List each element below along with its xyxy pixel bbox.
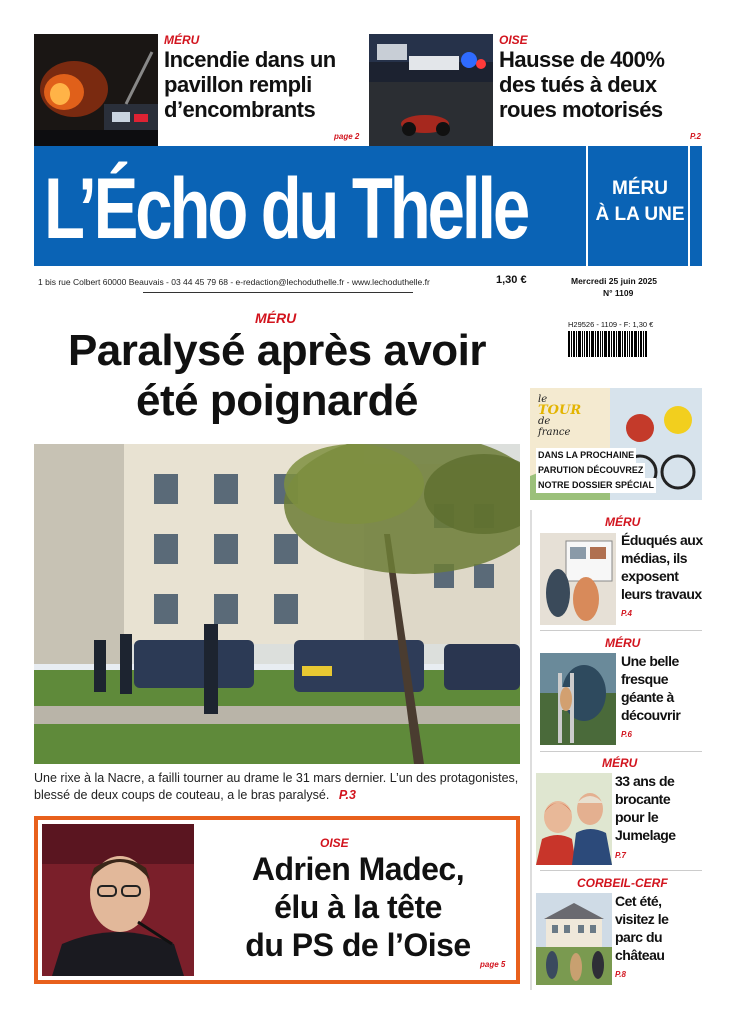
- sidebar-divider: [540, 630, 702, 631]
- sidebar-2-page-ref: P.6: [621, 730, 632, 739]
- headline-line: Cet été,: [615, 893, 662, 909]
- headline-line: du PS de l’Oise: [245, 927, 471, 963]
- brand-line: MÉRU: [612, 178, 668, 199]
- teaser-2-page-ref: P.2: [690, 132, 701, 141]
- headline-line: fresque: [621, 671, 669, 687]
- feature-box[interactable]: [34, 816, 520, 984]
- headline-line: Paralysé après avoir: [67, 326, 487, 375]
- headline-line: leurs travaux: [621, 586, 702, 602]
- info-underline: [143, 292, 413, 293]
- masthead-divider: [586, 146, 588, 266]
- headline-line: pavillon rempli: [164, 72, 312, 97]
- sidebar-2-kicker: MÉRU: [605, 636, 641, 650]
- headline-line: des tués à deux: [499, 72, 657, 97]
- headline-line: parc du: [615, 929, 663, 945]
- lead-photo: [34, 444, 520, 764]
- barcode-text: H29526 - 1109 - F: 1,30 €: [568, 320, 654, 329]
- headline-line: élu à la tête: [274, 889, 442, 925]
- sidebar-1-headline[interactable]: [621, 531, 703, 603]
- sidebar-1-page-ref: P.4: [621, 609, 632, 618]
- headline-line: découvrir: [621, 707, 681, 723]
- barcode: [568, 331, 676, 357]
- tour-ad-line: NOTRE DOSSIER SPÉCIAL: [536, 478, 656, 493]
- sidebar-3-headline[interactable]: [615, 772, 676, 844]
- sidebar-4-headline[interactable]: [615, 892, 668, 964]
- headline-line: visitez le: [615, 911, 669, 927]
- lead-caption: [34, 770, 520, 804]
- tour-ad-line: DANS LA PROCHAINE: [536, 448, 636, 463]
- brand-box: [590, 146, 690, 266]
- caption-page-ref: P.3: [338, 788, 356, 802]
- lead-kicker: MÉRU: [255, 310, 297, 326]
- brand-line: À LA UNE: [595, 204, 685, 225]
- tour-ad-line: PARUTION DÉCOUVREZ: [536, 463, 645, 478]
- headline-line: exposent: [621, 568, 679, 584]
- sidebar-3-page-ref: P.7: [615, 851, 626, 860]
- feature-kicker: OISE: [320, 836, 349, 850]
- tour-logo-line: de: [538, 416, 551, 427]
- issue-date: Mercredi 25 juin 2025: [571, 276, 657, 286]
- headline-line: roues motorisés: [499, 97, 663, 122]
- fresco-photo: [540, 653, 616, 745]
- sidebar-3-kicker: MÉRU: [602, 756, 638, 770]
- sidebar-4-page-ref: P.8: [615, 970, 626, 979]
- tour-de-france-ad[interactable]: [530, 388, 702, 500]
- headline-line: géante à: [621, 689, 674, 705]
- headline-line: Hausse de 400%: [499, 47, 665, 72]
- tour-logo-line: france: [538, 427, 571, 438]
- media-exhibit-photo: [540, 533, 616, 625]
- issue-number: N° 1109: [603, 288, 634, 298]
- feature-page-ref: page 5: [480, 960, 506, 969]
- tour-ad-text: [536, 448, 656, 493]
- headline-line: médias, ils: [621, 550, 688, 566]
- headline-line: d’encombrants: [164, 97, 316, 122]
- teaser-1-kicker: MÉRU: [164, 33, 200, 47]
- headline-line: brocante: [615, 791, 671, 807]
- headline-line: été poignardé: [136, 376, 418, 425]
- headline-line: 33 ans de: [615, 773, 675, 789]
- teaser-2-kicker: OISE: [499, 33, 528, 47]
- politician-photo: [42, 824, 194, 976]
- tour-logo: [538, 394, 581, 438]
- brocante-photo: [536, 773, 612, 865]
- teaser-1-page-ref: page 2: [334, 132, 360, 141]
- headline-line: Une belle: [621, 653, 679, 669]
- headline-line: Incendie dans un: [164, 47, 336, 72]
- fire-photo: [34, 34, 158, 146]
- sidebar-2-headline[interactable]: [621, 652, 680, 724]
- headline-line: pour le: [615, 809, 659, 825]
- newspaper-title: L’Écho du Thelle: [44, 161, 528, 257]
- price: 1,30 €: [496, 274, 527, 286]
- tour-logo-line: TOUR: [538, 403, 582, 418]
- lead-headline[interactable]: [34, 326, 520, 426]
- sidebar-divider: [540, 870, 702, 871]
- motorcycle-photo: [369, 34, 493, 146]
- masthead-divider: [688, 146, 690, 266]
- headline-line: Éduqués aux: [621, 532, 703, 548]
- masthead: [34, 146, 702, 266]
- feature-headline: [200, 850, 516, 964]
- headline-line: Jumelage: [615, 827, 676, 843]
- sidebar-1-kicker: MÉRU: [605, 515, 641, 529]
- teaser-1-headline[interactable]: [164, 47, 336, 122]
- castle-park-photo: [536, 893, 612, 985]
- tour-logo-line: le: [538, 394, 548, 405]
- caption-text: Une rixe à la Nacre, a failli tourner au drame le 31 mars dernier. L’un des protagonistes, blessé de deux coups de couteau, a le bras paralysé.: [34, 771, 519, 802]
- headline-line: château: [615, 947, 665, 963]
- address-line: 1 bis rue Colbert 60000 Beauvais - 03 44 45 79 68 - e-redaction@lechoduthelle.fr - www.lechoduthelle.fr: [38, 277, 430, 287]
- teaser-2-headline[interactable]: [499, 47, 664, 122]
- sidebar-rule: [530, 510, 532, 990]
- sidebar-4-kicker: CORBEIL-CERF: [577, 876, 668, 890]
- sidebar-divider: [540, 751, 702, 752]
- headline-line: Adrien Madec,: [251, 851, 465, 887]
